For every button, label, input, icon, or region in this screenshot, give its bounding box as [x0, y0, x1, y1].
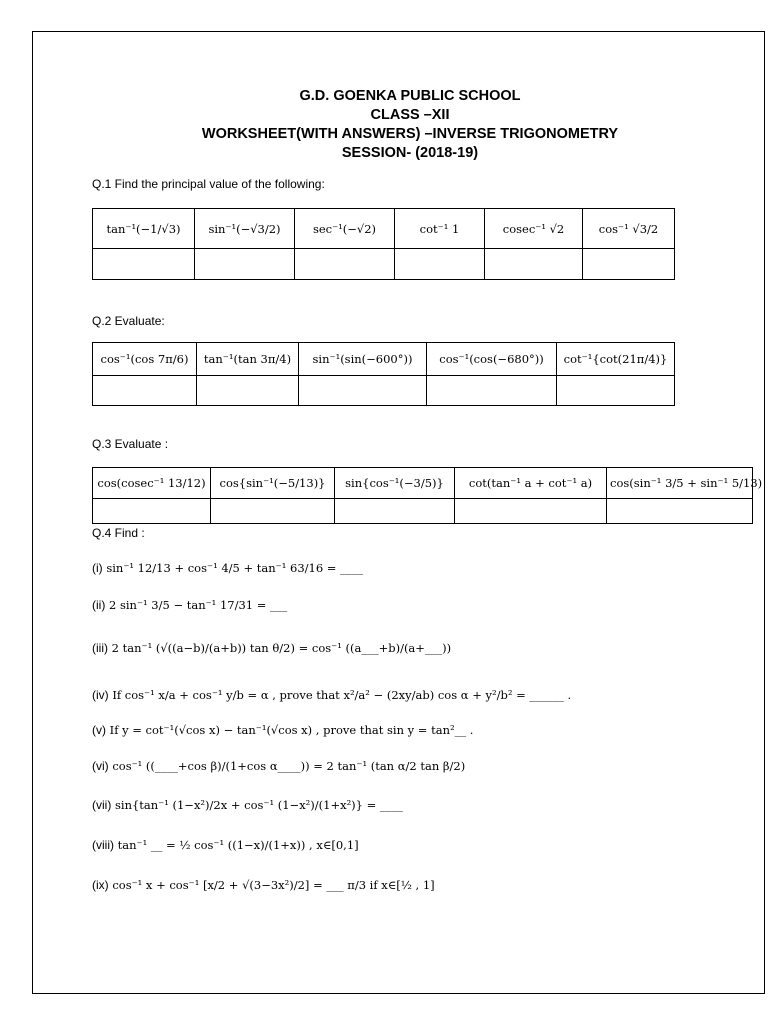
q4-item-expr: If y = cot⁻¹(√cos x) − tan⁻¹(√cos x) , prove that sin y = tan²__ .	[109, 723, 474, 737]
q2-title: Q.2 Evaluate:	[92, 314, 165, 328]
q2-cell-1: cos⁻¹(cos 7π/6)	[93, 343, 197, 376]
q4-item-1	[92, 561, 363, 575]
q4-item-3	[92, 641, 451, 655]
q4-item-4	[92, 688, 571, 702]
q4-item-9	[92, 878, 435, 892]
worksheet-title: WORKSHEET(WITH ANSWERS) –INVERSE TRIGONOMETRY	[201, 126, 619, 142]
q3-title: Q.3 Evaluate :	[92, 437, 169, 451]
q4-item-expr: 2 tan⁻¹ (√((a−b)/(a+b)) tan θ/2) = cos⁻¹ ((a___+b)/(a+___))	[111, 641, 452, 655]
q3-cell-1: cos(cosec⁻¹ 13/12)	[93, 468, 211, 499]
q2-answer-5	[557, 376, 675, 406]
q4-item-7	[92, 798, 403, 812]
q1-answer-4	[395, 249, 485, 280]
q4-item-5	[92, 723, 473, 737]
q4-item-label: (v)	[92, 723, 106, 737]
q4-item-label: (iv)	[92, 688, 109, 702]
q1-cell-2: sin⁻¹(−√3/2)	[195, 209, 295, 249]
q2-cell-3: sin⁻¹(sin(−600°))	[299, 343, 427, 376]
q1-cell-1: tan⁻¹(−1/√3)	[93, 209, 195, 249]
q3-answer-5	[607, 499, 753, 524]
q3-answer-1	[93, 499, 211, 524]
q4-item-label: (vii)	[92, 798, 112, 812]
q1-answer-1	[93, 249, 195, 280]
q4-item-expr: sin{tan⁻¹ (1−x²)/2x + cos⁻¹ (1−x²)/(1+x²)} = ____	[114, 798, 403, 812]
q4-item-2	[92, 598, 287, 612]
q2-answer-3	[299, 376, 427, 406]
q1-cell-6: cos⁻¹ √3/2	[583, 209, 675, 249]
q2-answer-4	[427, 376, 557, 406]
q4-title: Q.4 Find :	[92, 526, 145, 540]
q2-answer-1	[93, 376, 197, 406]
q1-table	[92, 208, 675, 280]
q4-item-expr: 2 sin⁻¹ 3/5 − tan⁻¹ 17/31 = ___	[108, 598, 288, 612]
q1-cell-5: cosec⁻¹ √2	[485, 209, 583, 249]
q4-item-label: (viii)	[92, 838, 114, 852]
q3-cell-3: sin{cos⁻¹(−3/5)}	[335, 468, 455, 499]
q1-answer-2	[195, 249, 295, 280]
q3-answer-3	[335, 499, 455, 524]
q4-item-label: (iii)	[92, 641, 108, 655]
session-label: SESSION- (2018-19)	[341, 145, 479, 161]
class-label: CLASS –XII	[370, 107, 450, 123]
q1-answer-3	[295, 249, 395, 280]
q4-item-label: (ix)	[92, 878, 109, 892]
q4-item-expr: tan⁻¹ __ = ½ cos⁻¹ ((1−x)/(1+x)) , x∈[0,1]	[117, 838, 359, 852]
q3-cell-5: cos(sin⁻¹ 3/5 + sin⁻¹ 5/13)	[607, 468, 753, 499]
q4-item-6	[92, 759, 465, 773]
q2-table	[92, 342, 675, 406]
q1-title: Q.1 Find the principal value of the following:	[92, 177, 325, 191]
q1-answer-5	[485, 249, 583, 280]
q4-item-expr: If cos⁻¹ x/a + cos⁻¹ y/b = α , prove that x²/a² − (2xy/ab) cos α + y²/b² = ______ .	[112, 688, 572, 702]
q3-table	[92, 467, 763, 524]
q4-item-expr: cos⁻¹ ((____+cos β)/(1+cos α____)) = 2 tan⁻¹ (tan α/2 tan β/2)	[112, 759, 466, 773]
q4-item-label: (vi)	[92, 759, 109, 773]
q4-item-expr: sin⁻¹ 12/13 + cos⁻¹ 4/5 + tan⁻¹ 63/16 = ____	[106, 561, 364, 575]
q2-cell-5: cot⁻¹{cot(21π/4)}	[557, 343, 675, 376]
q2-cell-2: tan⁻¹(tan 3π/4)	[197, 343, 299, 376]
school-name: G.D. GOENKA PUBLIC SCHOOL	[299, 88, 521, 104]
q2-answer-2	[197, 376, 299, 406]
q3-answer-4	[455, 499, 607, 524]
q1-answer-6	[583, 249, 675, 280]
q4-item-8	[92, 838, 359, 852]
q3-answer-2	[211, 499, 335, 524]
q4-item-label: (ii)	[92, 598, 106, 612]
q1-cell-4: cot⁻¹ 1	[395, 209, 485, 249]
q4-item-expr: cos⁻¹ x + cos⁻¹ [x/2 + √(3−3x²)/2] = ___ π/3 if x∈[½ , 1]	[112, 878, 435, 892]
q3-cell-4: cot(tan⁻¹ a + cot⁻¹ a)	[455, 468, 607, 499]
q4-item-label: (i)	[92, 561, 103, 575]
q1-cell-3: sec⁻¹(−√2)	[295, 209, 395, 249]
q2-cell-4: cos⁻¹(cos(−680°))	[427, 343, 557, 376]
q3-cell-2: cos{sin⁻¹(−5/13)}	[211, 468, 335, 499]
